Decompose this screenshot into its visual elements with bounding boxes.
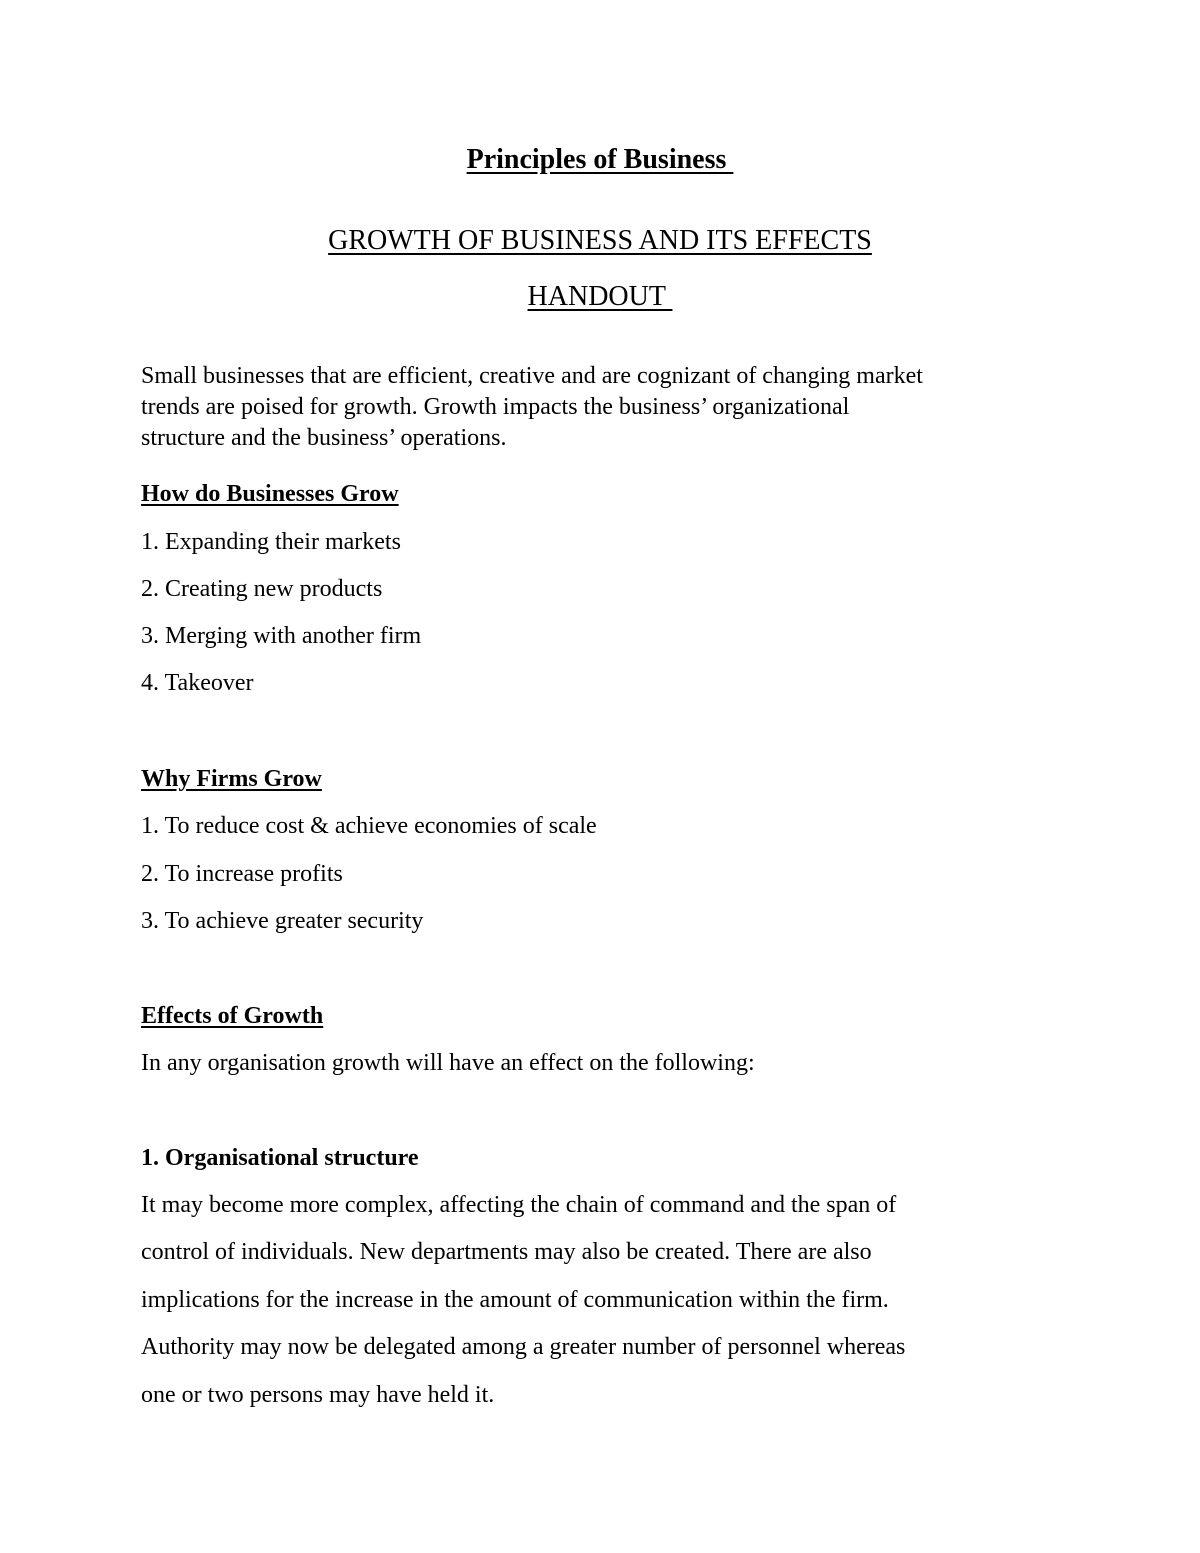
document-subtitle: GROWTH OF BUSINESS AND ITS EFFECTS [328, 225, 872, 256]
list-item: 1. To reduce cost & achieve economies of scale [141, 813, 597, 839]
body-line: implications for the increase in the amount of communication within the firm. [141, 1287, 889, 1313]
list-item: 2. Creating new products [141, 576, 383, 602]
list-item: 3. To achieve greater security [141, 908, 424, 934]
document-subtitle-handout: HANDOUT [527, 281, 673, 312]
intro-line: Small businesses that are efficient, creative and are cognizant of changing market [141, 363, 923, 389]
sub-heading-organisational-structure: 1. Organisational structure [141, 1145, 419, 1171]
section-heading-how-grow: How do Businesses Grow [141, 481, 399, 507]
intro-paragraph [141, 361, 1061, 454]
body-line: one or two persons may have held it. [141, 1382, 495, 1408]
document-title: Principles of Business [466, 144, 734, 175]
list-item: 3. Merging with another firm [141, 623, 422, 649]
body-line: It may become more complex, affecting the chain of command and the span of [141, 1192, 897, 1218]
body-line: Authority may now be delegated among a greater number of personnel whereas [141, 1334, 906, 1360]
list-item: 2. To increase profits [141, 861, 343, 887]
intro-line: structure and the business’ operations. [141, 425, 507, 451]
section-heading-effects: Effects of Growth [141, 1003, 324, 1029]
effects-intro: In any organisation growth will have an effect on the following: [141, 1050, 755, 1076]
section-heading-why-grow: Why Firms Grow [141, 766, 322, 792]
body-line: control of individuals. New departments may also be created. There are also [141, 1239, 872, 1265]
list-item: 1. Expanding their markets [141, 529, 401, 555]
list-item: 4. Takeover [141, 670, 254, 696]
intro-line: trends are poised for growth. Growth impacts the business’ organizational [141, 394, 850, 420]
